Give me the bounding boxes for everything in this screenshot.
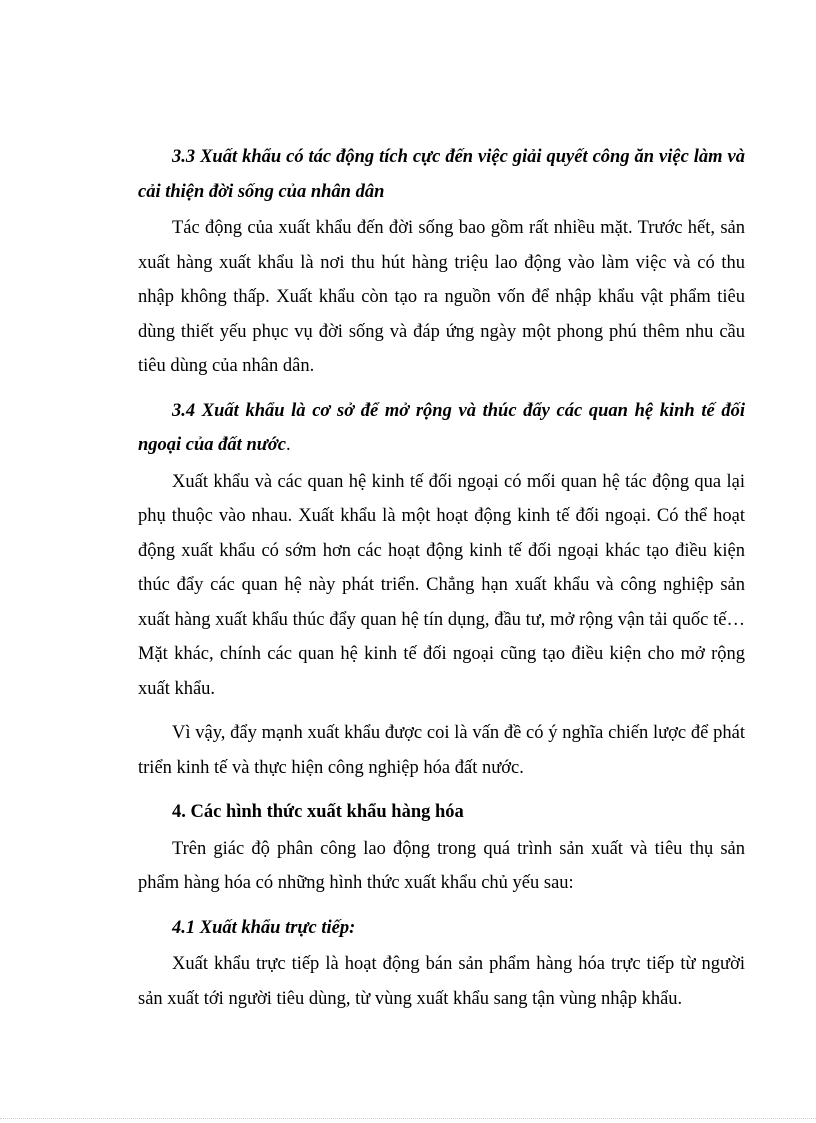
paragraph: Xuất khẩu trực tiếp là hoạt động bán sản phẩm hàng hóa trực tiếp từ người sản xuất tới người tiêu dùng, từ vùng xuất khẩu sang tận vùng nhập khẩu. — [138, 954, 745, 1009]
section-heading-3-3 — [138, 140, 745, 209]
section-heading-4-text: 4. Các hình thức xuất khẩu hàng hóa — [172, 802, 464, 822]
section-heading-3-4-text: 3.4 Xuất khẩu là cơ sở để mở rộng và thúc đẩy các quan hệ kinh tế đối ngoại của đất nước — [138, 400, 745, 455]
section-heading-4-1 — [138, 911, 745, 946]
paragraph: Vì vậy, đẩy mạnh xuất khẩu được coi là vấn đề có ý nghĩa chiến lược để phát triển kinh tế và thực hiện công nghiệp hóa đất nước. — [138, 723, 745, 778]
paragraph: Xuất khẩu và các quan hệ kinh tế đối ngoại có mối quan hệ tác động qua lại phụ thuộc vào nhau. Xuất khẩu là một hoạt động kinh tế đối ngoại. Có thể hoạt động xuất khẩu có sớm hơn các hoạt động kinh tế đối ngoại khác tạo điều kiện thúc đẩy các quan hệ này phát triển. Chẳng hạn xuất khẩu và công nghiệp sản xuất hàng xuất khẩu thúc đẩy quan hệ tín dụng, đầu tư, mở rộng vận tải quốc tế…Mặt khác, chính các quan hệ kinh tế đối ngoại cũng tạo điều kiện cho mở rộng xuất khẩu. — [138, 471, 745, 699]
page-bottom-divider — [0, 1118, 816, 1119]
paragraph: Tác động của xuất khẩu đến đời sống bao gồm rất nhiều mặt. Trước hết, sản xuất hàng xuất khẩu là nơi thu hút hàng triệu lao động vào làm việc và có thu nhập không thấp. Xuất khẩu còn tạo ra nguồn vốn để nhập khẩu vật phẩm tiêu dùng thiết yếu phục vụ đời sống và đáp ứng ngày một phong phú thêm nhu cầu tiêu dùng của nhân dân. — [138, 218, 745, 376]
section-heading-4-1-text: 4.1 Xuất khẩu trực tiếp: — [172, 917, 356, 938]
section-heading-3-4 — [138, 394, 745, 463]
paragraph: Trên giác độ phân công lao động trong quá trình sản xuất và tiêu thụ sản phẩm hàng hóa có những hình thức xuất khẩu chủ yếu sau: — [138, 838, 745, 893]
section-heading-4 — [138, 795, 745, 830]
section-heading-3-4-suffix: . — [285, 435, 291, 455]
section-heading-3-3-text: 3.3 Xuất khẩu có tác động tích cực đến việc giải quyết công ăn việc làm và cải thiện đời sống của nhân dân — [138, 147, 745, 202]
document-body — [138, 140, 745, 1026]
